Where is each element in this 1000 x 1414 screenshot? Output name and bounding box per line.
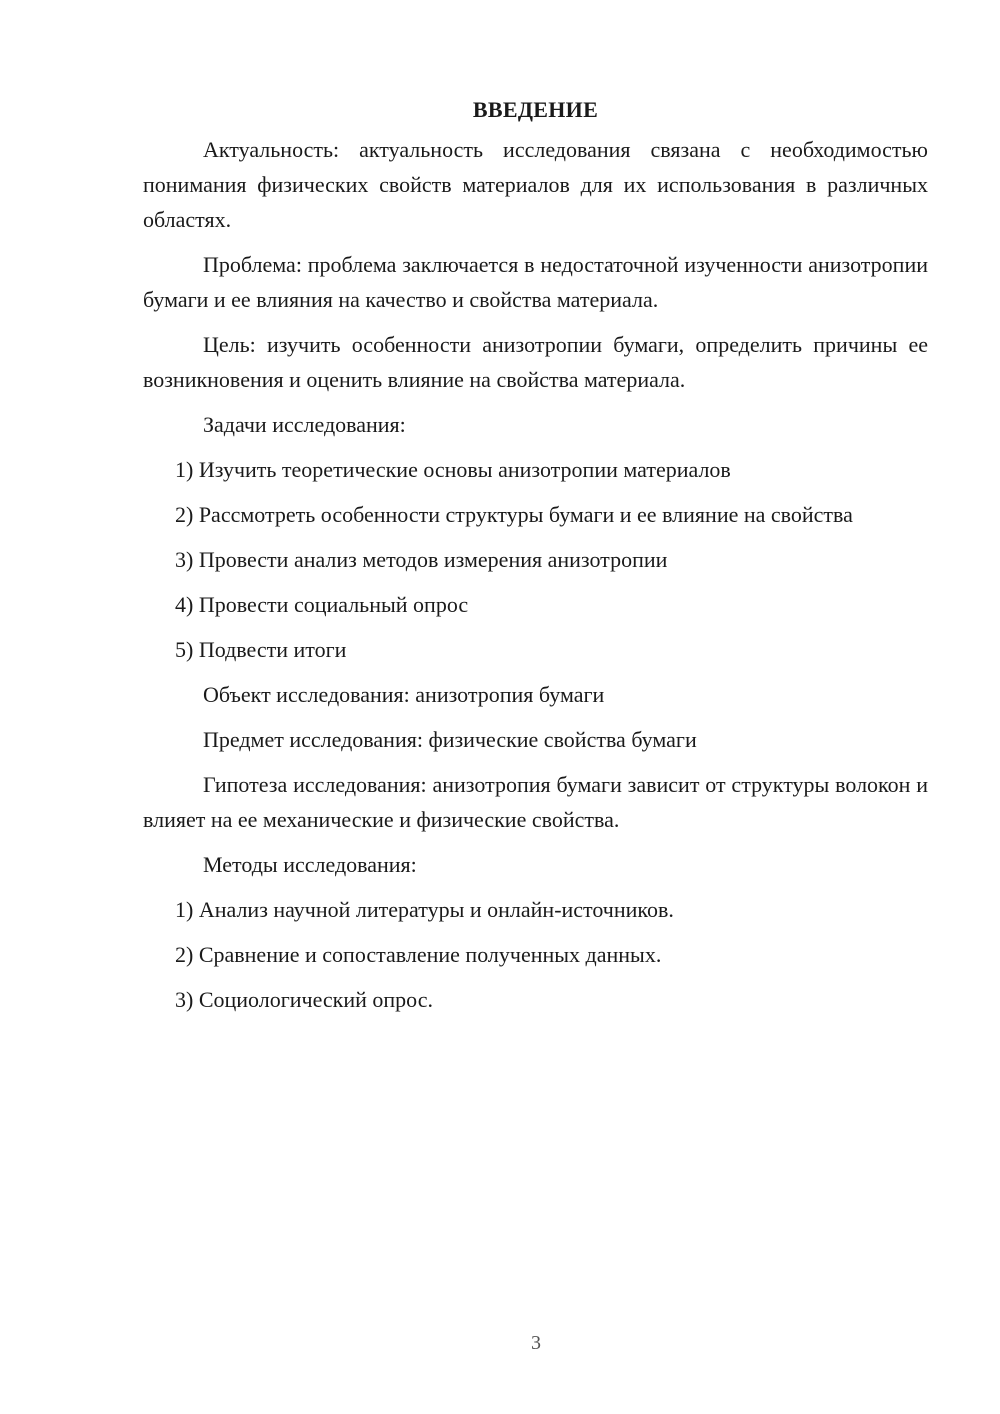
hypothesis-paragraph: Гипотеза исследования: анизотропия бумаги зависит от структуры волокон и влияет на ее механические и физические свойства. [143,772,928,832]
problem-paragraph: Проблема: проблема заключается в недостаточной изученности анизотропии бумаги и ее влияния на качество и свойства материала. [143,252,928,312]
task-item-5: 5) Подвести итоги [175,637,347,662]
document-page [143,92,928,1027]
method-item-2: 2) Сравнение и сопоставление полученных данных. [175,942,662,967]
method-item-1: 1) Анализ научной литературы и онлайн-источников. [175,897,674,922]
task-item-1: 1) Изучить теоретические основы анизотропии материалов [175,457,731,482]
relevance-paragraph: Актуальность: актуальность исследования связана с необходимостью понимания физических свойств материалов для их использования в различных областях. [143,137,928,232]
goal-paragraph: Цель: изучить особенности анизотропии бумаги, определить причины ее возникновения и оценить влияние на свойства материала. [143,332,928,392]
task-item-2: 2) Рассмотреть особенности структуры бумаги и ее влияние на свойства [175,502,853,527]
method-item-3: 3) Социологический опрос. [175,987,433,1012]
subject-paragraph: Предмет исследования: физические свойства бумаги [203,727,697,752]
task-item-4: 4) Провести социальный опрос [175,592,469,617]
task-item-3: 3) Провести анализ методов измерения анизотропии [175,547,668,572]
page-number: 3 [531,1332,541,1354]
object-paragraph: Объект исследования: анизотропия бумаги [203,682,605,707]
tasks-heading: Задачи исследования: [203,412,406,437]
methods-heading: Методы исследования: [203,852,417,877]
section-heading: ВВЕДЕНИЕ [472,97,599,122]
